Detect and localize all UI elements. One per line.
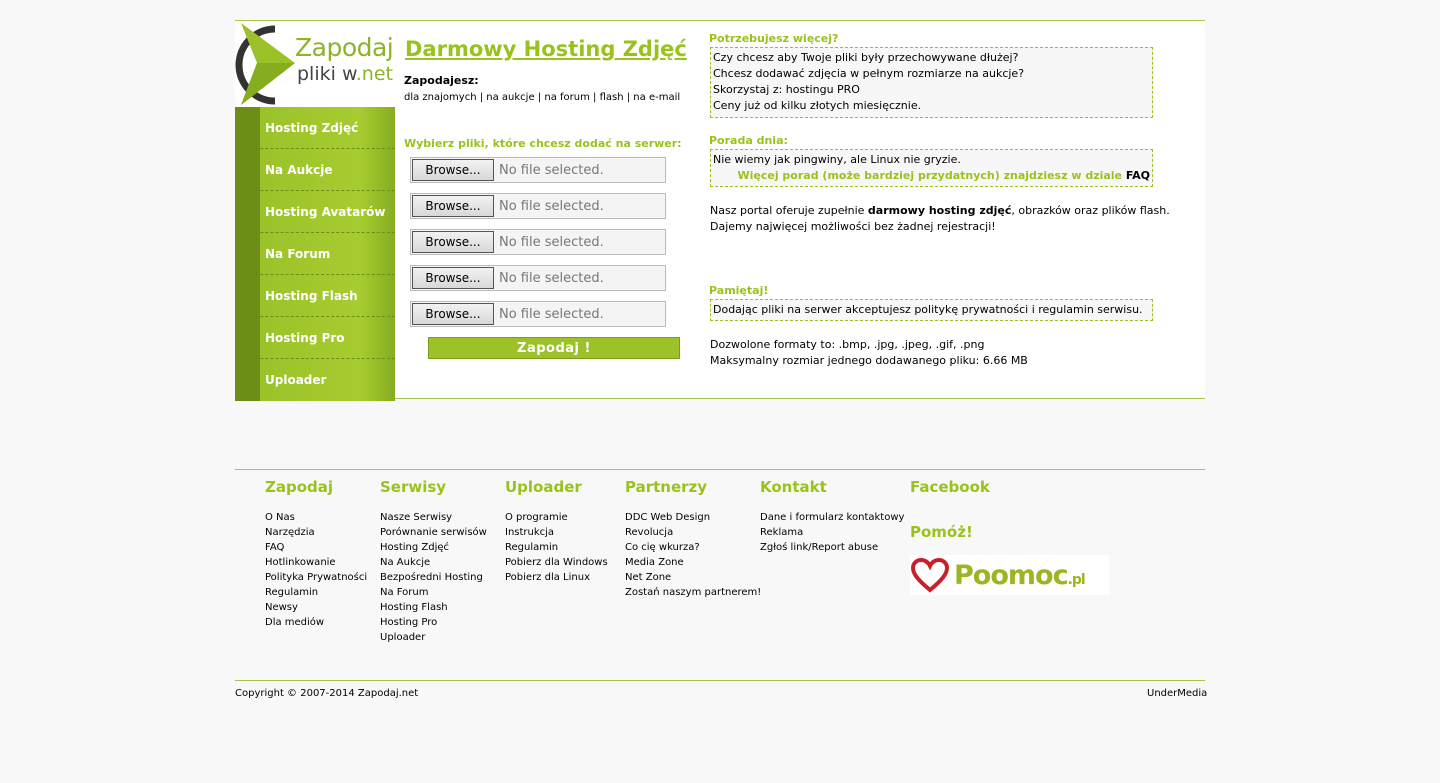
- max-size: Maksymalny rozmiar jednego dodawanego pliku: 6.66 MB: [710, 354, 1028, 367]
- page-title[interactable]: Darmowy Hosting Zdjęć: [405, 37, 687, 61]
- menu-item-na-forum[interactable]: Na Forum: [235, 233, 395, 275]
- pomoz-heading: Pomóż!: [910, 523, 973, 541]
- upload-section: [404, 21, 694, 399]
- more-line-3[interactable]: Skorzystaj z: hostingu PRO: [713, 83, 860, 96]
- browse-button-4[interactable]: Browse...: [412, 267, 494, 289]
- menu-item-hosting-flash[interactable]: Hosting Flash: [235, 275, 395, 317]
- tip-title: Porada dnia:: [709, 134, 788, 147]
- choose-files-label: Wybierz pliki, które chcesz dodać na serwer:: [404, 137, 682, 150]
- file-status-1: No file selected.: [499, 162, 604, 178]
- file-input-2[interactable]: [410, 193, 666, 219]
- poomoc-banner[interactable]: [910, 555, 1109, 595]
- browse-button-2[interactable]: Browse...: [412, 195, 494, 217]
- footer-col-zapodaj: [265, 478, 367, 630]
- footer-link[interactable]: Hosting Pro: [380, 617, 438, 628]
- footer-col-kontakt: [760, 478, 904, 555]
- footer-link[interactable]: Regulamin: [265, 587, 319, 598]
- submit-button[interactable]: Zapodaj !: [428, 337, 680, 359]
- menu-item-uploader[interactable]: Uploader: [235, 359, 395, 401]
- remember-text: Dodając pliki na serwer akceptujesz politykę prywatności i regulamin serwisu.: [713, 303, 1143, 316]
- footer-link[interactable]: Narzędzia: [265, 527, 315, 538]
- more-box: [710, 47, 1153, 118]
- footer-link[interactable]: Pobierz dla Linux: [505, 572, 590, 583]
- undermedia-link[interactable]: UnderMedia: [1147, 688, 1208, 699]
- allowed-formats: Dozwolone formaty to: .bmp, .jpg, .jpeg, .gif, .png: [710, 338, 985, 351]
- file-input-5[interactable]: [410, 301, 666, 327]
- footer-link[interactable]: Reklama: [760, 527, 804, 538]
- menu-item-na-aukcje[interactable]: Na Aukcje: [235, 149, 395, 191]
- portal-description: Nasz portal oferuje zupełnie darmowy hosting zdjęć, obrazków oraz plików flash. Dajemy najwięcej możliwości bez żadnej rejestracji!: [710, 204, 1170, 233]
- menu-item-hosting-avatarow[interactable]: Hosting Avatarów: [235, 191, 395, 233]
- footer-link[interactable]: Porównanie serwisów: [380, 527, 487, 538]
- footer-link[interactable]: Nasze Serwisy: [380, 512, 453, 523]
- footer-link[interactable]: Bezpośredni Hosting: [380, 572, 483, 583]
- footer-link[interactable]: Pobierz dla Windows: [505, 557, 608, 568]
- file-input-1[interactable]: [410, 157, 666, 183]
- remember-box: [710, 299, 1153, 321]
- zapodajesz-label: Zapodajesz:: [404, 74, 479, 87]
- faq-link[interactable]: FAQ: [1125, 169, 1150, 182]
- copyright-text: Copyright © 2007-2014 Zapodaj.net: [235, 688, 419, 699]
- browse-button-3[interactable]: Browse...: [412, 231, 494, 253]
- footer-link[interactable]: Newsy: [265, 602, 298, 613]
- remember-title: Pamiętaj!: [709, 284, 769, 297]
- logo-text-pliki: pliki w.net: [297, 63, 393, 85]
- file-status-2: No file selected.: [499, 198, 604, 214]
- footer-link[interactable]: Revolucja: [625, 527, 674, 538]
- link-na-forum[interactable]: na forum: [544, 92, 590, 103]
- footer-link[interactable]: DDC Web Design: [625, 512, 711, 523]
- footer-link[interactable]: Hotlinkowanie: [265, 557, 336, 568]
- footer-col-serwisy: [380, 478, 487, 645]
- file-status-4: No file selected.: [499, 270, 604, 286]
- tip-more: Więcej porad (może bardziej przydatnych) znajdziesz w dziale FAQ: [737, 169, 1150, 182]
- footer-link[interactable]: Dane i formularz kontaktowy: [760, 512, 905, 523]
- menu-item-hosting-zdjec[interactable]: Hosting Zdjęć: [235, 107, 395, 149]
- footer-link[interactable]: Hosting Flash: [380, 602, 448, 613]
- tip-text: Nie wiemy jak pingwiny, ale Linux nie gryzie.: [713, 153, 961, 166]
- file-status-5: No file selected.: [499, 306, 604, 322]
- more-line-1: Czy chcesz aby Twoje pliki były przechowywane dłużej?: [713, 51, 1019, 64]
- footer-heading: Serwisy: [380, 478, 447, 496]
- file-input-4[interactable]: [410, 265, 666, 291]
- footer-heading: Kontakt: [760, 478, 827, 496]
- link-na-aukcje[interactable]: na aukcje: [486, 92, 535, 103]
- menu-item-hosting-pro[interactable]: Hosting Pro: [235, 317, 395, 359]
- footer-divider-bottom: [235, 680, 1205, 681]
- footer-heading: Uploader: [505, 478, 582, 496]
- link-dla-znajomych[interactable]: dla znajomych: [404, 92, 477, 103]
- main-menu: [235, 107, 395, 399]
- footer-link[interactable]: Co cię wkurza?: [625, 542, 700, 553]
- more-line-4: Ceny już od kilku złotych miesięcznie.: [713, 99, 922, 112]
- more-line-2: Chcesz dodawać zdjęcia w pełnym rozmiarze na aukcje?: [713, 67, 1025, 80]
- footer-heading: Zapodaj: [265, 478, 334, 496]
- main-panel: [235, 20, 1205, 399]
- footer-link[interactable]: Uploader: [380, 632, 426, 643]
- more-title: Potrzebujesz więcej?: [709, 32, 839, 45]
- footer-heading[interactable]: Facebook: [910, 478, 990, 496]
- info-section: [709, 21, 1170, 399]
- footer-link[interactable]: Dla mediów: [265, 617, 325, 628]
- browse-button-5[interactable]: Browse...: [412, 303, 494, 325]
- file-status-3: No file selected.: [499, 234, 604, 250]
- footer-link[interactable]: Na Forum: [380, 587, 429, 598]
- footer-col-uploader: [505, 478, 608, 585]
- footer-link[interactable]: Polityka Prywatności: [265, 572, 368, 583]
- footer-link[interactable]: Regulamin: [505, 542, 559, 553]
- link-na-email[interactable]: na e-mail: [633, 92, 681, 103]
- site-logo[interactable]: [235, 21, 395, 107]
- footer-link[interactable]: Zostań naszym partnerem!: [625, 587, 762, 598]
- footer-link[interactable]: Net Zone: [625, 572, 672, 583]
- footer-link[interactable]: Instrukcja: [505, 527, 555, 538]
- file-input-3[interactable]: [410, 229, 666, 255]
- heart-icon: [910, 557, 950, 593]
- footer-col-facebook: [910, 478, 990, 510]
- browse-button-1[interactable]: Browse...: [412, 159, 494, 181]
- footer-link[interactable]: FAQ: [265, 542, 285, 553]
- footer-col-partnerzy: [625, 478, 761, 600]
- footer-link[interactable]: O Nas: [265, 512, 295, 523]
- link-flash[interactable]: flash: [599, 92, 624, 103]
- zapodajesz-links: dla znajomych | na aukcje | na forum | flash | na e-mail: [404, 92, 681, 103]
- footer-link[interactable]: Hosting Zdjęć: [380, 542, 450, 553]
- logo-text-zapodaj: Zapodaj: [295, 33, 394, 62]
- footer-link[interactable]: Na Aukcje: [380, 557, 431, 568]
- footer-link[interactable]: Zgłoś link/Report abuse: [760, 542, 879, 553]
- footer-link[interactable]: O programie: [505, 512, 568, 523]
- footer-divider-top: [235, 469, 1205, 470]
- footer-link[interactable]: Media Zone: [625, 557, 684, 568]
- footer-heading: Partnerzy: [625, 478, 708, 496]
- tip-box: [710, 149, 1153, 187]
- poomoc-text: Poomoc.pl: [954, 559, 1085, 591]
